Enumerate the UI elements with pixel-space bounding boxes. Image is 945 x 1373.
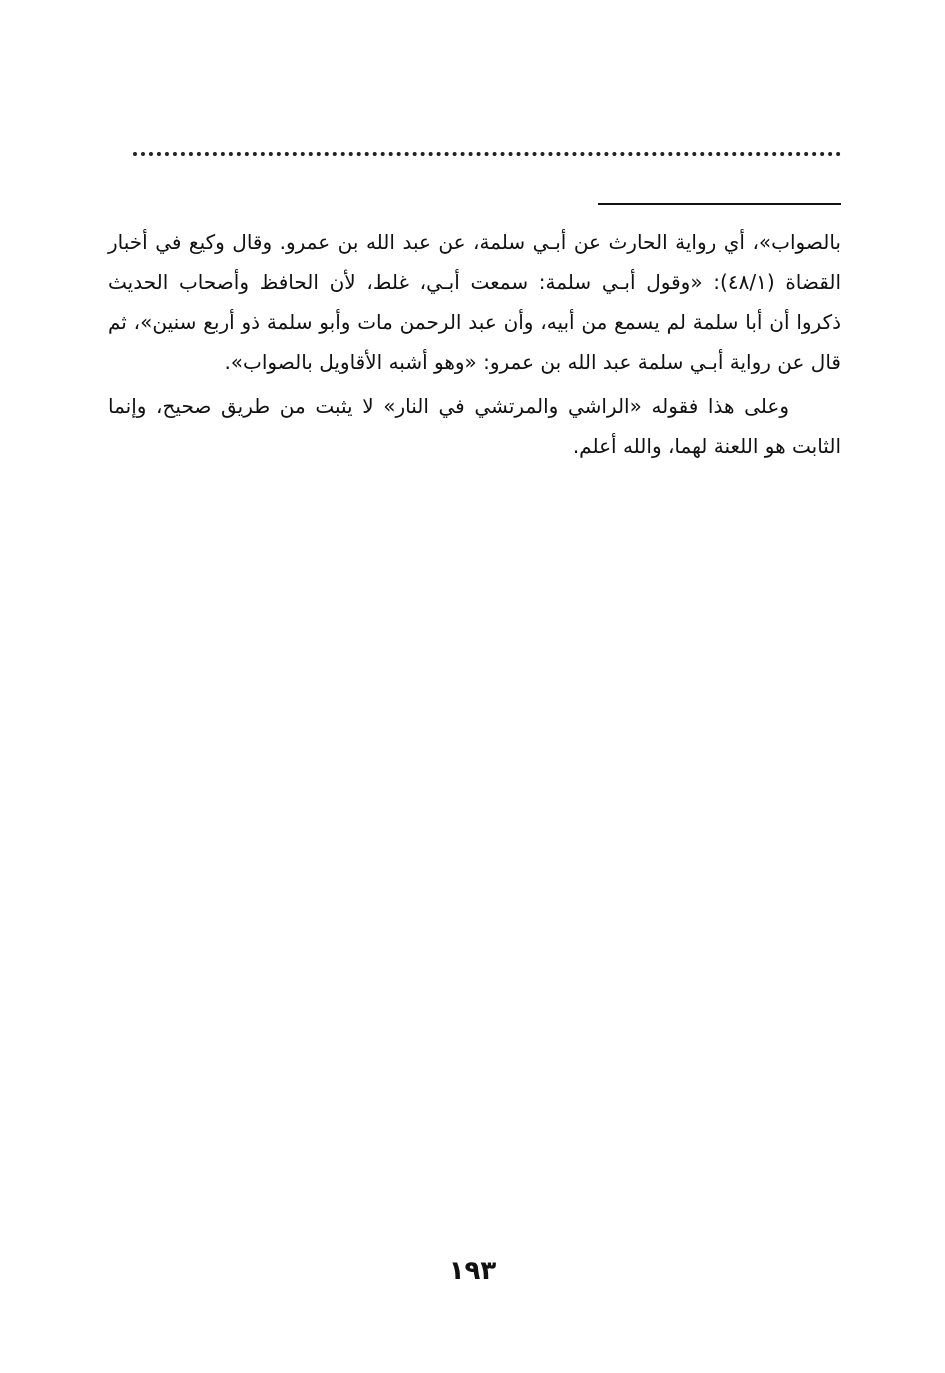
footnote-block [108, 222, 841, 466]
footnote-separator-line [598, 203, 841, 205]
page-number: ١٩٣ [448, 1256, 497, 1286]
dotted-separator [133, 152, 841, 156]
footnote-paragraph: بالصواب»، أي رواية الحارث عن أبـي سلمة، عن عبد الله بن عمرو. وقال وكيع في أخبار القضاة (٤٨/١): «وقول أبـي سلمة: سمعت أبـي، غلط، لأن الحافظ وأصحاب الحديث ذكروا أن أبا سلمة لم يسمع من أبيه، وأن عبد الرحمن مات وأبو سلمة ذو أربع سنين»، ثم قال عن رواية أبـي سلمة عبد الله بن عمرو: «وهو أشبه الأقاويل بالصواب». [108, 230, 842, 374]
footnote-paragraph: وعلى هذا فقوله «الراشي والمرتشي في النار» لا يثبت من طريق صحيح، وإنما الثابت هو اللعنة لهما، والله أعلم. [108, 394, 841, 458]
